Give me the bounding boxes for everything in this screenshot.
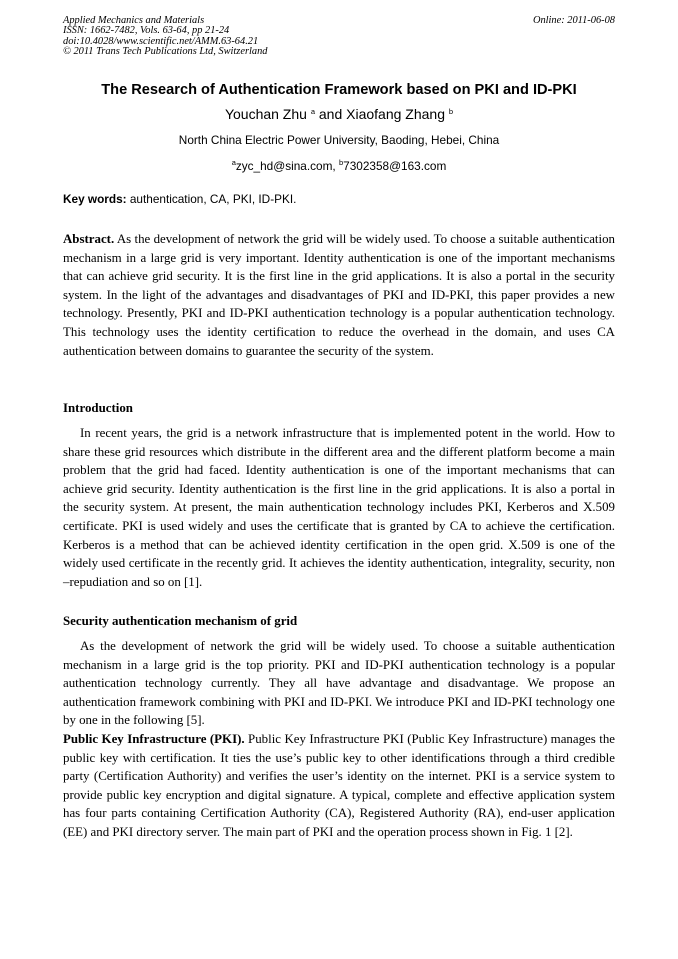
introduction-body xyxy=(63,424,615,591)
journal-name: Applied Mechanics and Materials xyxy=(63,15,205,26)
author-1: Youchan Zhu xyxy=(224,106,307,122)
section-heading-security: Security authentication mechanism of grid xyxy=(63,614,298,628)
section-heading-introduction: Introduction xyxy=(63,401,133,415)
paper-title: The Research of Authentication Framework based on PKI and ID-PKI xyxy=(101,82,577,98)
journal-copyright: © 2011 Trans Tech Publications Ltd, Switzerland xyxy=(63,46,268,58)
email-b-mark: b xyxy=(338,158,344,167)
author-line xyxy=(63,104,615,124)
keywords-label: Key words: xyxy=(63,192,127,206)
security-body xyxy=(63,637,615,842)
pki-text: Public Key Infrastructure PKI (Public Key Infrastructure) manages the public key with certification. It ties the use’s public key to other identifications through a third credible party (Certification Authority) and verifies the user’s identity on the internet. PKI is a service system to provide public key encryption and digital signature. A typical, complete and effective application system has four parts containing Certification Authority (CA), Registered Authority (RA), end-user application (EE) and PKI directory server. The main part of PKI and the operation process shown in Fig. 1 [2]. xyxy=(63,731,615,839)
email-a: zyc_hd@sina.com, xyxy=(235,159,339,173)
journal-issn: ISSN: 1662-7482, Vols. 63-64, pp 21-24 xyxy=(63,25,230,37)
email-b: 7302358@163.com xyxy=(343,159,447,173)
security-paragraph: As the development of network the grid will be widely used. To choose a suitable authentication mechanism in a large grid is the top priority. PKI and ID-PKI authentication technology is a popular authentication technology currently. They all have advantage and disadvantage. We propose an authentication framework combining with PKI and ID-PKI. We introduce PKI and ID-PKI technology one by one in the following [5]. xyxy=(63,639,615,728)
pki-paragraph xyxy=(63,730,615,842)
journal-header xyxy=(63,16,615,58)
introduction-paragraph: In recent years, the grid is a network infrastructure that is implemented potent in the world. How to share these grid resources which distribute in the different area and the different platform become a main problem that the grid had faced. Identity authentication is one of the important mechanisms that can achieve grid security. Identity authentication is the first line in the grid applications. It is also a portal in the security system. At present, the main authentication technology includes PKI, Kerberos and X.509 certificate. PKI is used widely and uses the certificate that is granted by CA to achieve the certification. Kerberos is a method that can be achieved identity certification in the open grid. X.509 is one of the widely used certificate in the recently grid. It achieves the identity authentication, integrality, security, non –repudiation and so on [1]. xyxy=(63,426,615,589)
pki-label: Public Key Infrastructure (PKI). xyxy=(63,731,245,746)
abstract xyxy=(63,230,615,360)
abstract-text: As the development of network the grid will be widely used. To choose a suitable authentication mechanism in a large grid is very important. Identity authentication is one of the important mechanisms that can achieve grid security. It is the first line in the grid applications. It is also a portal in the security system. In the light of the advantages and disadvantages of PKI and ID-PKI, this paper provides a new technology. Presently, PKI and ID-PKI authentication technology is a popular authentication technology. This technology uses the identity certification to reduce the overhead in the domain, and uses CA authentication between domains to guarantee the security of the system. xyxy=(63,232,615,358)
journal-doi: doi:10.4028/www.scientific.net/AMM.63-64.21 xyxy=(63,35,259,47)
email-line xyxy=(63,157,615,175)
author-conjunction: and xyxy=(315,106,347,122)
keywords xyxy=(63,191,615,207)
author-2-mark: b xyxy=(448,107,454,116)
online-date: Online: 2011-06-08 xyxy=(532,15,615,26)
author-1-mark: a xyxy=(310,107,315,116)
affiliation: North China Electric Power University, Baoding, Hebei, China xyxy=(178,133,500,147)
keywords-text: authentication, CA, PKI, ID-PKI. xyxy=(126,192,297,206)
author-2: Xiaofang Zhang xyxy=(346,106,445,122)
email-a-mark: a xyxy=(231,158,236,167)
abstract-label: Abstract. xyxy=(63,232,115,246)
